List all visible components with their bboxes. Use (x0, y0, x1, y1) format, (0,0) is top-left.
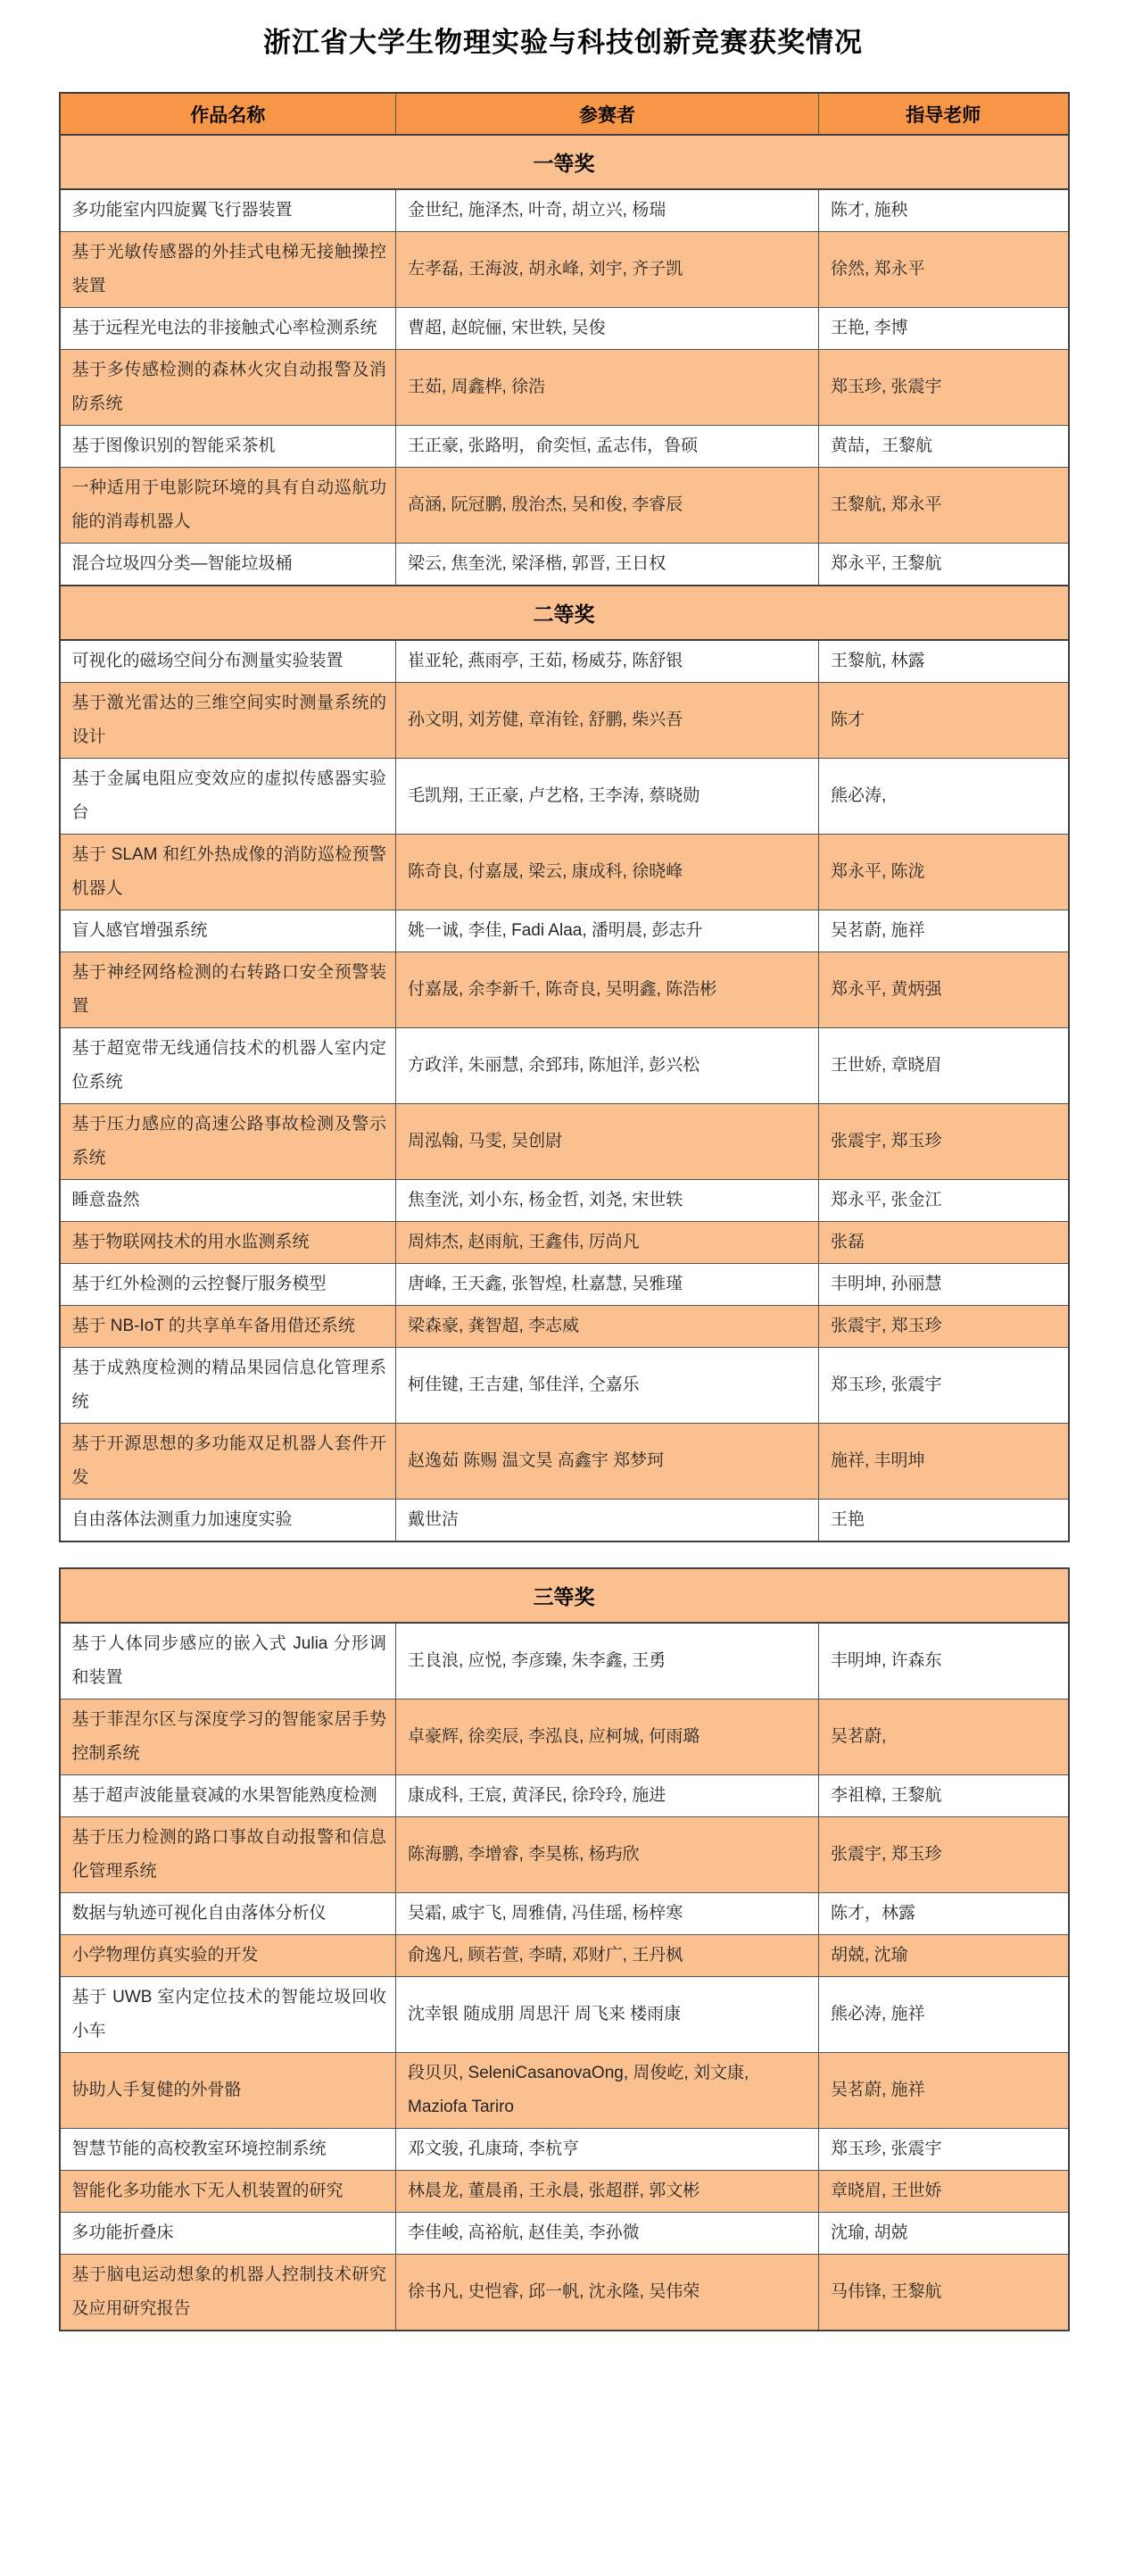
cell-advisors: 丰明坤, 许森东 (819, 1623, 1069, 1699)
prize-section-row (60, 135, 1069, 189)
cell-work-name: 基于菲涅尔区与深度学习的智能家居手势控制系统 (60, 1699, 396, 1775)
cell-work-name: 基于超声波能量衰减的水果智能熟度检测 (60, 1775, 396, 1817)
prize-section-band: 一等奖 (60, 135, 1069, 189)
column-header-row (60, 93, 1069, 135)
cell-participants: 孙文明, 刘芳健, 章洧铨, 舒鹏, 柴兴吾 (396, 683, 819, 759)
cell-advisors: 熊必涛, (819, 759, 1069, 835)
cell-work-name: 基于激光雷达的三维空间实时测量系统的设计 (60, 683, 396, 759)
cell-work-name: 一种适用于电影院环境的具有自动巡航功能的消毒机器人 (60, 468, 396, 544)
cell-work-name: 基于脑电运动想象的机器人控制技术研究及应用研究报告 (60, 2255, 396, 2331)
table-row (60, 2053, 1069, 2129)
cell-work-name: 智能化多功能水下无人机装置的研究 (60, 2171, 396, 2213)
cell-participants: 周炜杰, 赵雨航, 王鑫伟, 厉尚凡 (396, 1222, 819, 1264)
cell-participants: 唐峰, 王天鑫, 张智煌, 杜嘉慧, 吴雅瑾 (396, 1264, 819, 1306)
cell-work-name: 基于远程光电法的非接触式心率检测系统 (60, 308, 396, 350)
cell-advisors: 王黎航, 郑永平 (819, 468, 1069, 544)
table-row (60, 1699, 1069, 1775)
cell-advisors: 熊必涛, 施祥 (819, 1977, 1069, 2053)
table-row (60, 544, 1069, 586)
cell-advisors: 郑永平, 王黎航 (819, 544, 1069, 586)
table-body (60, 135, 1069, 1541)
column-header-advisors: 指导老师 (819, 93, 1069, 135)
column-header-work-name: 作品名称 (60, 93, 396, 135)
prize-section-row (60, 1568, 1069, 1623)
cell-work-name: 基于光敏传感器的外挂式电梯无接触操控装置 (60, 232, 396, 308)
cell-advisors: 施祥, 丰明坤 (819, 1424, 1069, 1500)
cell-advisors: 王黎航, 林露 (819, 640, 1069, 683)
table-row (60, 1348, 1069, 1424)
cell-work-name: 基于金属电阻应变效应的虚拟传感器实验台 (60, 759, 396, 835)
cell-advisors: 张磊 (819, 1222, 1069, 1264)
table-row (60, 1817, 1069, 1893)
cell-participants: 段贝贝, SeleniCasanovaOng, 周俊屹, 刘文康, Maziofa Tariro (396, 2053, 819, 2129)
cell-work-name: 基于 UWB 室内定位技术的智能垃圾回收小车 (60, 1977, 396, 2053)
cell-participants: 王良浪, 应悦, 李彦臻, 朱李鑫, 王勇 (396, 1623, 819, 1699)
cell-work-name: 基于多传感检测的森林火灾自动报警及消防系统 (60, 350, 396, 426)
cell-participants: 俞逸凡, 顾若萱, 李晴, 邓财广, 王丹枫 (396, 1935, 819, 1977)
table-row (60, 759, 1069, 835)
cell-advisors: 陈才, 施秧 (819, 189, 1069, 232)
cell-work-name: 基于神经网络检测的右转路口安全预警装置 (60, 952, 396, 1028)
cell-work-name: 基于 SLAM 和红外热成像的消防巡检预警机器人 (60, 835, 396, 910)
cell-participants: 姚一诚, 李佳, Fadi Alaa, 潘明晨, 彭志升 (396, 910, 819, 952)
cell-advisors: 郑永平, 黄炳强 (819, 952, 1069, 1028)
table-row (60, 2255, 1069, 2331)
table-row (60, 2129, 1069, 2171)
table-row (60, 1028, 1069, 1104)
cell-participants: 王茹, 周鑫桦, 徐浩 (396, 350, 819, 426)
cell-participants: 邓文骏, 孔康琦, 李杭亨 (396, 2129, 819, 2171)
table-head (60, 93, 1069, 135)
cell-work-name: 多功能折叠床 (60, 2213, 396, 2255)
table-row (60, 468, 1069, 544)
table-row (60, 189, 1069, 232)
cell-participants: 金世纪, 施泽杰, 叶奇, 胡立兴, 杨瑞 (396, 189, 819, 232)
table-row (60, 1623, 1069, 1699)
cell-work-name: 协助人手复健的外骨骼 (60, 2053, 396, 2129)
cell-participants: 康成科, 王宸, 黄泽民, 徐玲玲, 施进 (396, 1775, 819, 1817)
cell-work-name: 基于红外检测的云控餐厅服务模型 (60, 1264, 396, 1306)
cell-work-name: 小学物理仿真实验的开发 (60, 1935, 396, 1977)
awards-table-2 (59, 1567, 1070, 2331)
awards-table-1 (59, 92, 1070, 1542)
table-row (60, 952, 1069, 1028)
cell-participants: 陈奇良, 付嘉晟, 梁云, 康成科, 徐晓峰 (396, 835, 819, 910)
cell-participants: 毛凯翔, 王正豪, 卢艺格, 王李涛, 蔡晓勋 (396, 759, 819, 835)
cell-participants: 吴霜, 戚宇飞, 周雅倩, 冯佳瑶, 杨梓寒 (396, 1893, 819, 1935)
cell-participants: 曹超, 赵皖俪, 宋世轶, 吴俊 (396, 308, 819, 350)
cell-work-name: 基于压力检测的路口事故自动报警和信息化管理系统 (60, 1817, 396, 1893)
table-row (60, 1104, 1069, 1180)
column-header-participants: 参赛者 (396, 93, 819, 135)
cell-participants: 方政洋, 朱丽慧, 余郅玮, 陈旭洋, 彭兴松 (396, 1028, 819, 1104)
cell-participants: 陈海鹏, 李增睿, 李昊栋, 杨玙欣 (396, 1817, 819, 1893)
table-row (60, 640, 1069, 683)
table-row (60, 350, 1069, 426)
cell-advisors: 马伟锋, 王黎航 (819, 2255, 1069, 2331)
cell-advisors: 郑玉珍, 张震宇 (819, 1348, 1069, 1424)
cell-participants: 林晨龙, 董晨甬, 王永晨, 张超群, 郭文彬 (396, 2171, 819, 2213)
table-row (60, 1424, 1069, 1500)
prize-section-band: 三等奖 (60, 1568, 1069, 1623)
cell-advisors: 吴茗蔚, 施祥 (819, 910, 1069, 952)
table-row (60, 2213, 1069, 2255)
cell-advisors: 王世娇, 章晓眉 (819, 1028, 1069, 1104)
cell-work-name: 基于压力感应的高速公路事故检测及警示系统 (60, 1104, 396, 1180)
cell-work-name: 数据与轨迹可视化自由落体分析仪 (60, 1893, 396, 1935)
cell-work-name: 基于成熟度检测的精品果园信息化管理系统 (60, 1348, 396, 1424)
cell-work-name: 混合垃圾四分类—智能垃圾桶 (60, 544, 396, 586)
cell-advisors: 郑永平, 陈泷 (819, 835, 1069, 910)
cell-participants: 焦奎洸, 刘小东, 杨金哲, 刘尧, 宋世轶 (396, 1180, 819, 1222)
cell-advisors: 章晓眉, 王世娇 (819, 2171, 1069, 2213)
cell-participants: 柯佳键, 王吉建, 邹佳洋, 仝嘉乐 (396, 1348, 819, 1424)
cell-work-name: 可视化的磁场空间分布测量实验装置 (60, 640, 396, 683)
cell-work-name: 自由落体法测重力加速度实验 (60, 1500, 396, 1542)
cell-advisors: 郑玉珍, 张震宇 (819, 350, 1069, 426)
tables-container (59, 92, 1068, 2331)
cell-work-name: 智慧节能的高校教室环境控制系统 (60, 2129, 396, 2171)
table-row (60, 1264, 1069, 1306)
cell-work-name: 基于 NB-IoT 的共享单车备用借还系统 (60, 1306, 396, 1348)
cell-participants: 左孝磊, 王海波, 胡永峰, 刘宇, 齐子凯 (396, 232, 819, 308)
cell-work-name: 基于开源思想的多功能双足机器人套件开发 (60, 1424, 396, 1500)
prize-section-row (60, 586, 1069, 640)
cell-advisors: 丰明坤, 孙丽慧 (819, 1264, 1069, 1306)
cell-work-name: 基于物联网技术的用水监测系统 (60, 1222, 396, 1264)
cell-participants: 付嘉晟, 余李新千, 陈奇良, 吴明鑫, 陈浩彬 (396, 952, 819, 1028)
cell-advisors: 徐然, 郑永平 (819, 232, 1069, 308)
cell-advisors: 王艳, 李博 (819, 308, 1069, 350)
cell-work-name: 基于图像识别的智能采茶机 (60, 426, 396, 468)
table-row (60, 2171, 1069, 2213)
table-row (60, 1222, 1069, 1264)
table-row (60, 1775, 1069, 1817)
cell-advisors: 张震宇, 郑玉珍 (819, 1104, 1069, 1180)
table-row (60, 1180, 1069, 1222)
cell-advisors: 陈才 (819, 683, 1069, 759)
cell-participants: 崔亚轮, 燕雨亭, 王茹, 杨威芬, 陈舒银 (396, 640, 819, 683)
cell-advisors: 张震宇, 郑玉珍 (819, 1306, 1069, 1348)
table-row (60, 683, 1069, 759)
cell-advisors: 黄喆，王黎航 (819, 426, 1069, 468)
cell-work-name: 多功能室内四旋翼飞行器装置 (60, 189, 396, 232)
table-body (60, 1568, 1069, 2331)
cell-advisors: 王艳 (819, 1500, 1069, 1542)
table-row (60, 232, 1069, 308)
cell-work-name: 基于超宽带无线通信技术的机器人室内定位系统 (60, 1028, 396, 1104)
cell-advisors: 胡兢, 沈瑜 (819, 1935, 1069, 1977)
table-row (60, 308, 1069, 350)
cell-participants: 卓豪辉, 徐奕辰, 李泓良, 应柯城, 何雨璐 (396, 1699, 819, 1775)
page-title: 浙江省大学生物理实验与科技创新竞赛获奖情况 (263, 27, 863, 58)
cell-advisors: 张震宇, 郑玉珍 (819, 1817, 1069, 1893)
table-row (60, 426, 1069, 468)
cell-participants: 周泓翰, 马雯, 吴创尉 (396, 1104, 819, 1180)
table-row (60, 1977, 1069, 2053)
cell-advisors: 郑玉珍, 张震宇 (819, 2129, 1069, 2171)
cell-participants: 赵逸茹 陈赐 温文昊 高鑫宇 郑梦珂 (396, 1424, 819, 1500)
cell-work-name: 盲人感官增强系统 (60, 910, 396, 952)
cell-participants: 戴世洁 (396, 1500, 819, 1542)
cell-advisors: 吴茗蔚, (819, 1699, 1069, 1775)
cell-participants: 徐书凡, 史恺睿, 邱一帆, 沈永隆, 吴伟荣 (396, 2255, 819, 2331)
cell-advisors: 郑永平, 张金江 (819, 1180, 1069, 1222)
cell-advisors: 沈瑜, 胡兢 (819, 2213, 1069, 2255)
cell-work-name: 基于人体同步感应的嵌入式 Julia 分形调和装置 (60, 1623, 396, 1699)
table-row (60, 910, 1069, 952)
table-row (60, 1893, 1069, 1935)
cell-advisors: 陈才，林露 (819, 1893, 1069, 1935)
cell-advisors: 李祖樟, 王黎航 (819, 1775, 1069, 1817)
table-row (60, 1500, 1069, 1542)
cell-participants: 梁森豪, 龚智超, 李志威 (396, 1306, 819, 1348)
cell-advisors: 吴茗蔚, 施祥 (819, 2053, 1069, 2129)
cell-participants: 沈幸银 随成朋 周思汗 周飞来 楼雨康 (396, 1977, 819, 2053)
cell-work-name: 睡意盎然 (60, 1180, 396, 1222)
prize-section-band: 二等奖 (60, 586, 1069, 640)
cell-participants: 李佳峻, 高裕航, 赵佳美, 李孙微 (396, 2213, 819, 2255)
table-row (60, 835, 1069, 910)
table-row (60, 1306, 1069, 1348)
table-row (60, 1935, 1069, 1977)
cell-participants: 王正豪, 张路明，俞奕恒, 孟志伟，鲁硕 (396, 426, 819, 468)
cell-participants: 高涵, 阮冠鹏, 殷治杰, 吴和俊, 李睿辰 (396, 468, 819, 544)
cell-participants: 梁云, 焦奎洸, 梁泽楷, 郭晋, 王日权 (396, 544, 819, 586)
